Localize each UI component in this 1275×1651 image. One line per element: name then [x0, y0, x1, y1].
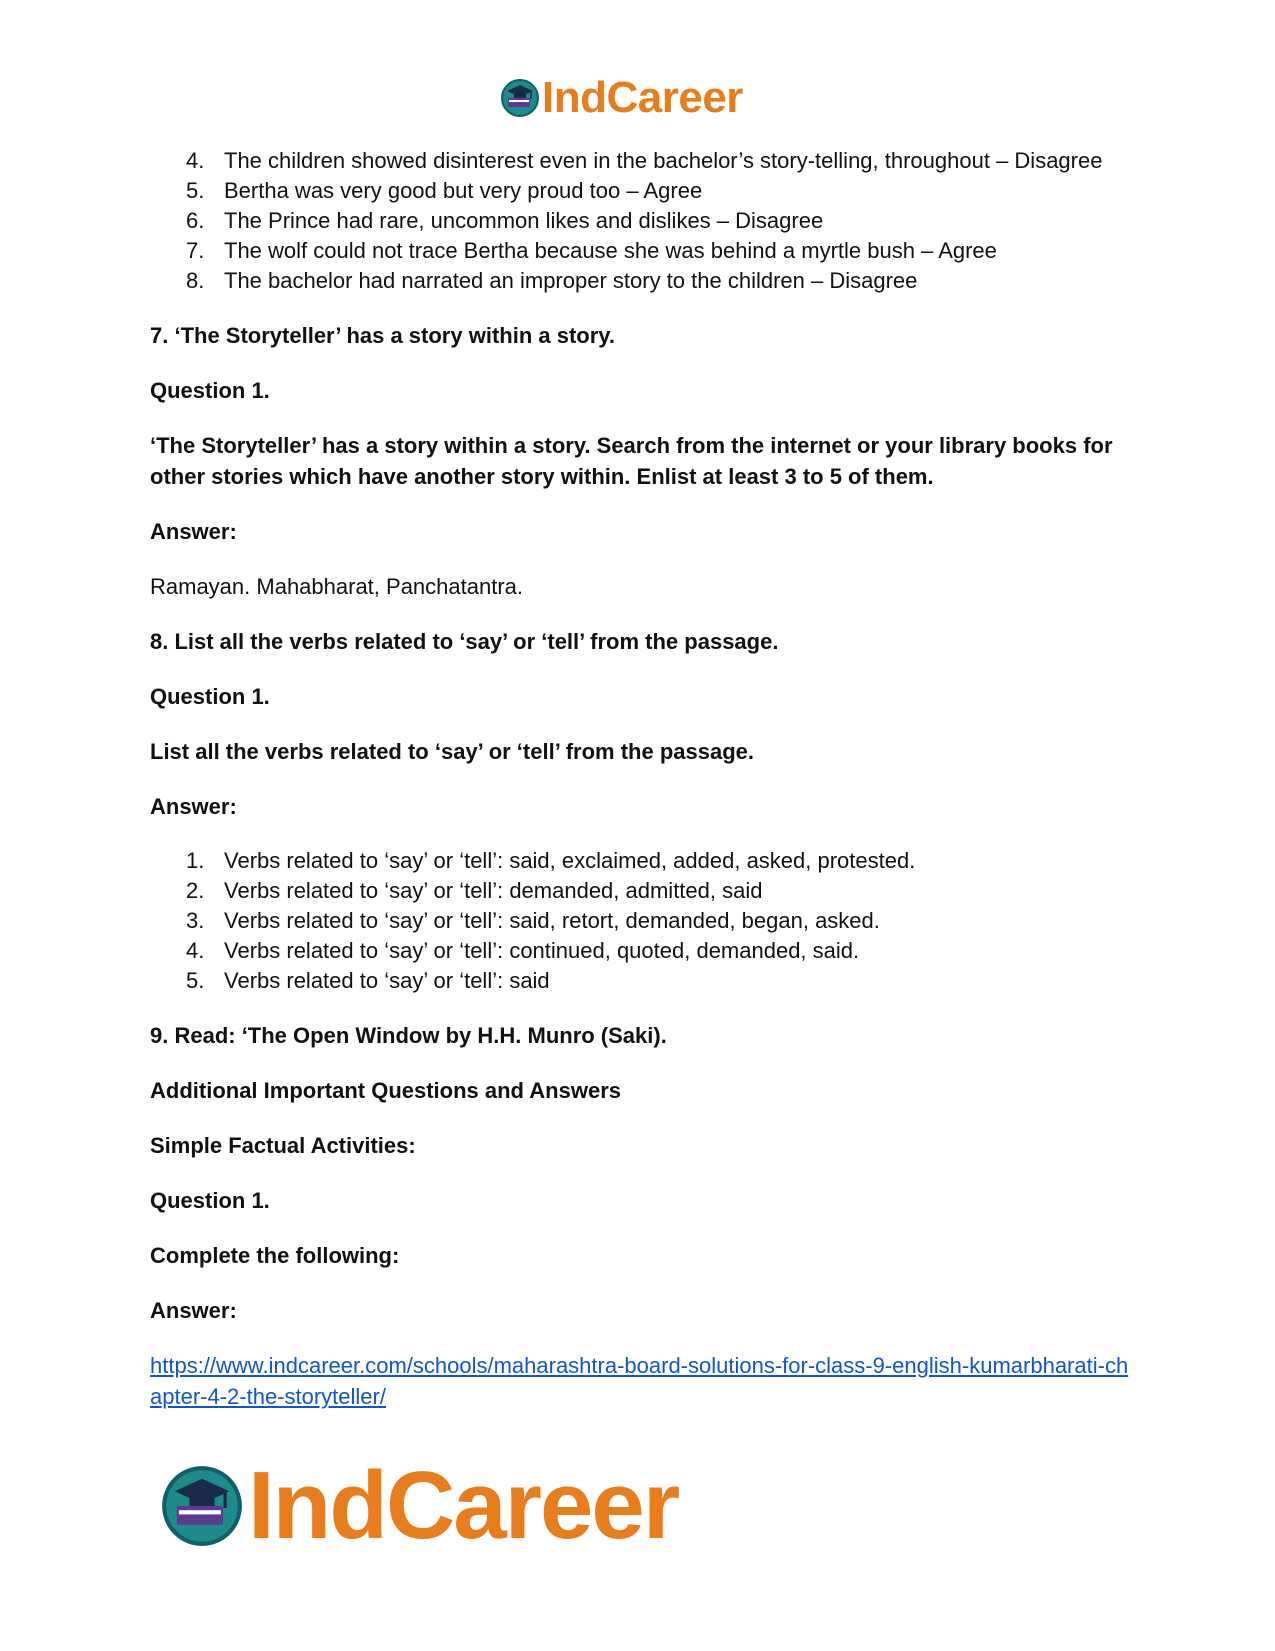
list-text: Verbs related to ‘say’ or ‘tell’: said — [224, 968, 550, 993]
list-number: 4. — [186, 148, 205, 173]
section-8-heading: 8. List all the verbs related to ‘say’ or ‘tell’ from the passage. — [150, 629, 779, 654]
list-number: 2. — [186, 878, 205, 903]
list-item — [150, 936, 1140, 966]
list-item — [150, 206, 1140, 236]
list-number: 1. — [186, 848, 205, 873]
question-label: Question 1. — [150, 1188, 270, 1213]
answer-label: Answer: — [150, 794, 237, 819]
list-item — [150, 176, 1140, 206]
list-item — [150, 146, 1140, 176]
brand-logo-top — [500, 73, 743, 122]
section-7-heading: 7. ‘The Storyteller’ has a story within a story. — [150, 323, 615, 348]
answer-label: Answer: — [150, 1298, 237, 1323]
list-item — [150, 266, 1140, 296]
list-item — [150, 906, 1140, 936]
list-item — [150, 236, 1140, 266]
list-number: 6. — [186, 208, 205, 233]
additional-heading: Additional Important Questions and Answers — [150, 1078, 622, 1103]
graduation-cap-book-icon — [160, 1464, 244, 1548]
list-text: Bertha was very good but very proud too – Agree — [224, 178, 703, 203]
list-text: Verbs related to ‘say’ or ‘tell’: said, exclaimed, added, asked, protested. — [224, 848, 916, 873]
list-text: The Prince had rare, uncommon likes and dislikes – Disagree — [224, 208, 824, 233]
list-item — [150, 966, 1140, 996]
brand-name: IndCareer — [542, 73, 743, 122]
question-label: Question 1. — [150, 684, 270, 709]
list-text: Verbs related to ‘say’ or ‘tell’: said, retort, demanded, began, asked. — [224, 908, 880, 933]
list-number: 3. — [186, 908, 205, 933]
brand-name: IndCareer — [248, 1452, 679, 1559]
brand-logo-bottom — [160, 1452, 679, 1559]
question-text: ‘The Storyteller’ has a story within a story. Search from the internet or your library books for other stories which have another story within. Enlist at least 3 to 5 of them. — [150, 433, 1113, 489]
activities-heading: Simple Factual Activities: — [150, 1133, 416, 1158]
agree-disagree-list — [150, 146, 1140, 296]
list-number: 8. — [186, 268, 205, 293]
question-label: Question 1. — [150, 378, 270, 403]
source-link[interactable]: https://www.indcareer.com/schools/maharashtra-board-solutions-for-class-9-english-kumarbharati-chapter-4-2-the-storyteller/ — [150, 1353, 1129, 1409]
list-text: The children showed disinterest even in the bachelor’s story-telling, throughout – Disagree — [224, 148, 1103, 173]
verbs-list — [150, 846, 1140, 996]
list-text: The wolf could not trace Bertha because she was behind a myrtle bush – Agree — [224, 238, 997, 263]
answer-label: Answer: — [150, 519, 237, 544]
list-number: 5. — [186, 968, 205, 993]
list-text: Verbs related to ‘say’ or ‘tell’: continued, quoted, demanded, said. — [224, 938, 860, 963]
section-9-heading: 9. Read: ‘The Open Window by H.H. Munro (Saki). — [150, 1023, 667, 1048]
list-item — [150, 846, 1140, 876]
list-item — [150, 876, 1140, 906]
question-text: List all the verbs related to ‘say’ or ‘tell’ from the passage. — [150, 739, 754, 764]
question-text: Complete the following: — [150, 1243, 400, 1268]
document-body — [150, 146, 1140, 1412]
list-number: 4. — [186, 938, 205, 963]
list-text: The bachelor had narrated an improper story to the children – Disagree — [224, 268, 918, 293]
answer-text: Ramayan. Mahabharat, Panchatantra. — [150, 574, 524, 599]
list-number: 7. — [186, 238, 205, 263]
list-text: Verbs related to ‘say’ or ‘tell’: demanded, admitted, said — [224, 878, 763, 903]
list-number: 5. — [186, 178, 205, 203]
graduation-cap-book-icon — [500, 78, 540, 118]
